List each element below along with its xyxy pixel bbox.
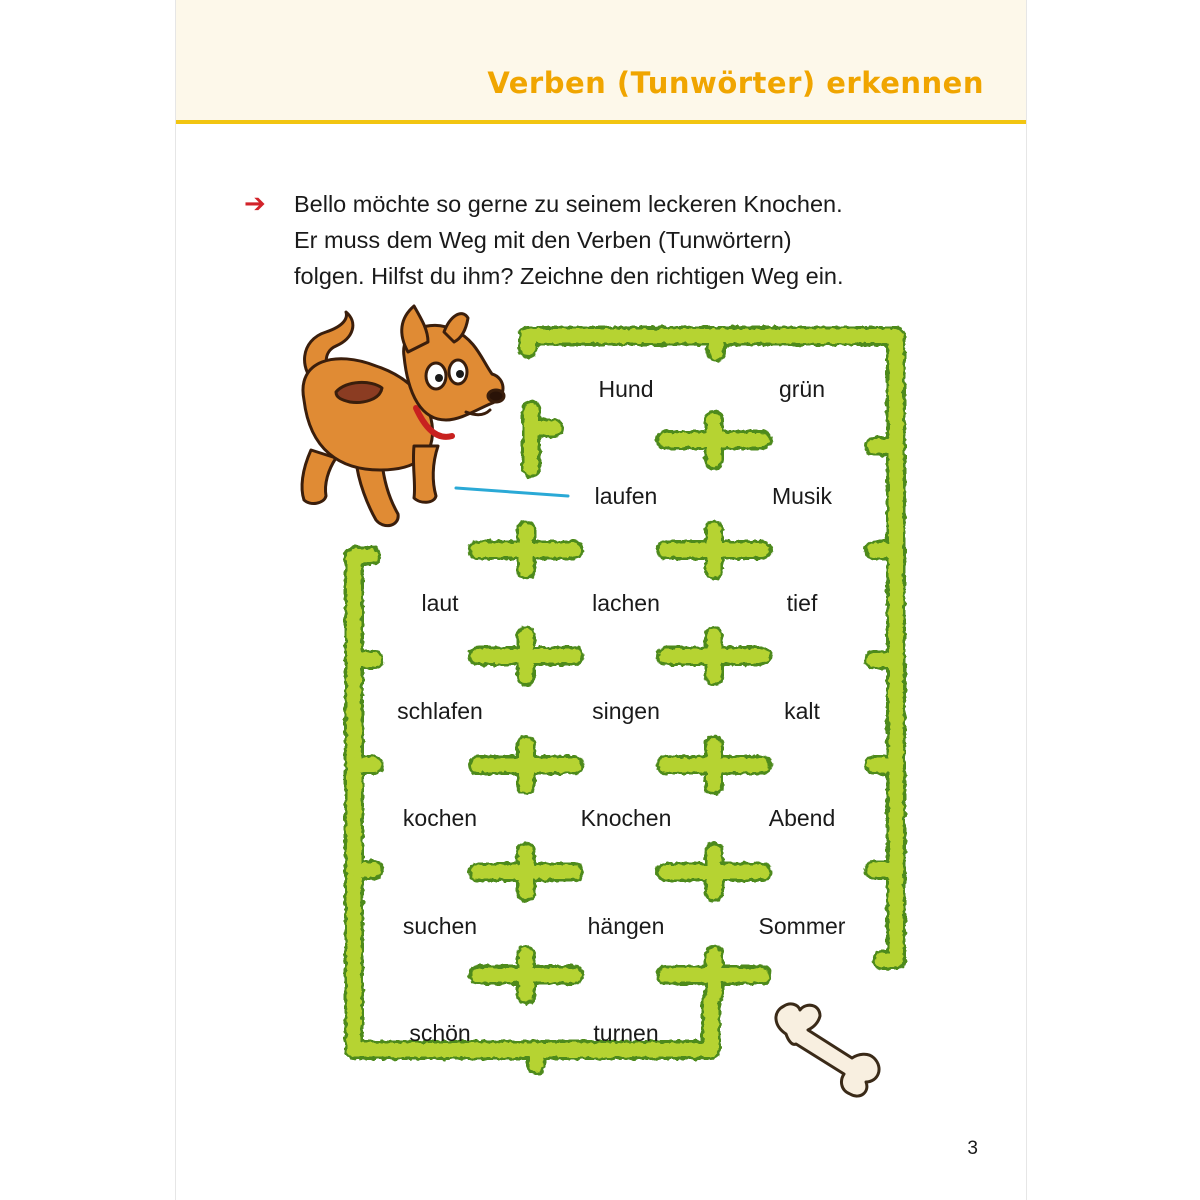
maze-words (397, 376, 846, 1046)
maze-word: laufen (594, 483, 658, 509)
maze-word: hängen (587, 913, 665, 939)
maze-word: kalt (784, 698, 820, 724)
maze-word: schön (409, 1020, 471, 1046)
maze-word: laut (421, 590, 459, 616)
maze-word: kochen (402, 805, 478, 831)
maze-word: schlafen (397, 698, 483, 724)
page-number: 3 (967, 1138, 978, 1159)
workbook-page (175, 0, 1027, 1200)
maze-word: turnen (593, 1020, 659, 1046)
maze-word: lachen (592, 590, 660, 616)
instruction-line: folgen. Hilfst du ihm? Zeichne den richtigen Weg ein. (294, 263, 844, 289)
instruction-line: Er muss dem Weg mit den Verben (Tunwörtern) (294, 227, 792, 253)
maze-word: Knochen (580, 805, 672, 831)
maze-word: Hund (598, 376, 654, 402)
maze-puzzle[interactable] (176, 0, 1026, 1200)
bone-illustration (776, 1004, 879, 1096)
maze-word: singen (592, 698, 660, 724)
page-title: Verben (Tunwörter) erkennen (487, 66, 984, 100)
dog-bello-illustration (302, 306, 504, 526)
maze-word: grün (778, 376, 826, 402)
maze-word: suchen (402, 913, 478, 939)
maze-word: Abend (768, 805, 836, 831)
maze-word: Sommer (758, 913, 846, 939)
maze-word: tief (786, 590, 818, 616)
maze-word: Musik (771, 483, 833, 509)
drawn-path-line (456, 488, 568, 496)
arrow-right-icon: ➔ (244, 189, 266, 219)
instruction-line: Bello möchte so gerne zu seinem leckeren Knochen. (294, 191, 843, 217)
